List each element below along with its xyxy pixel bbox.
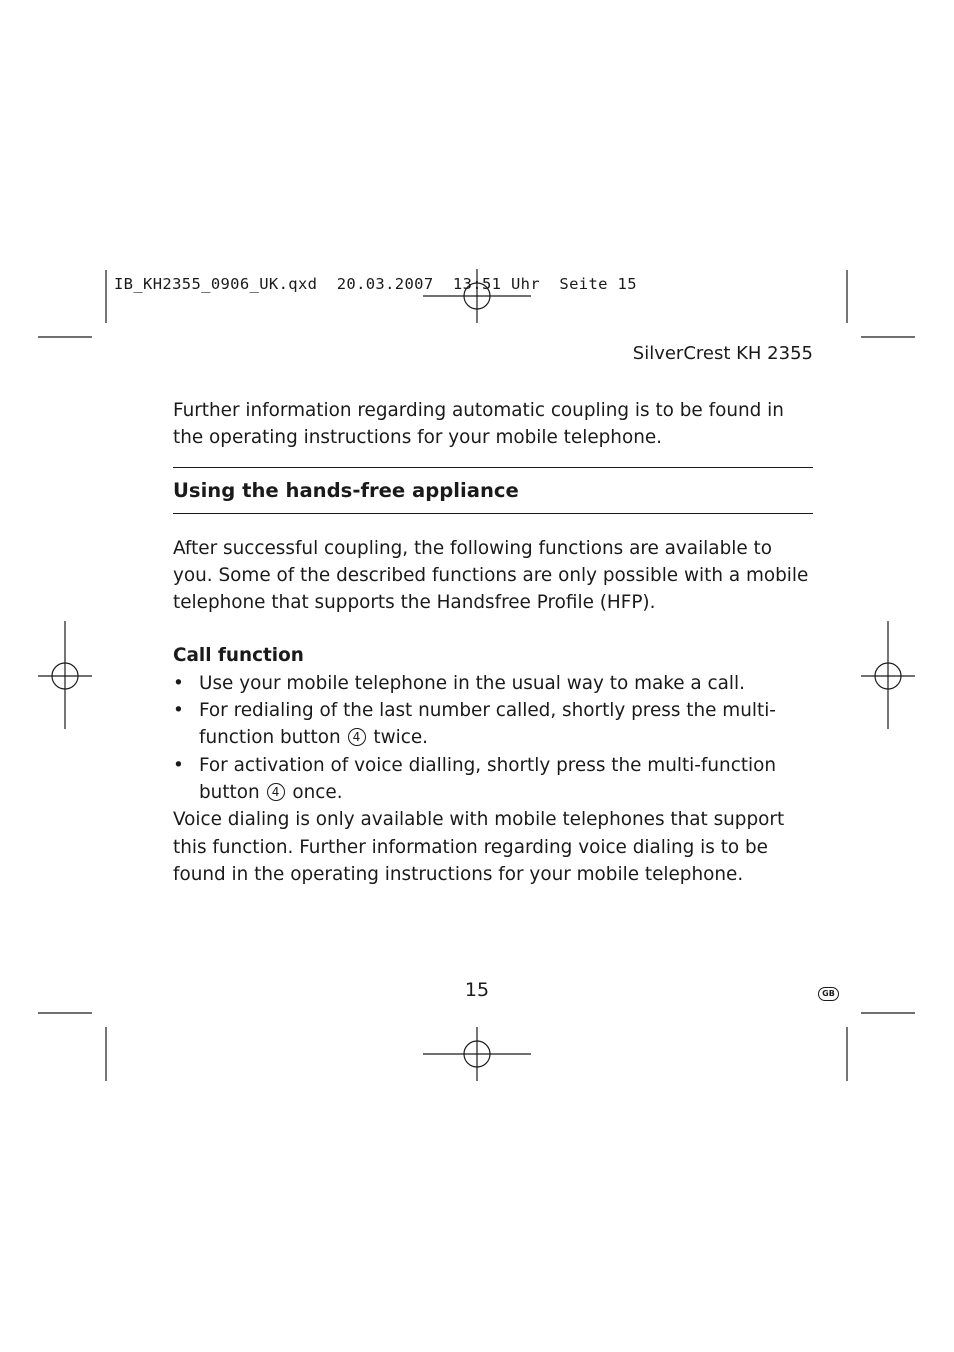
button-4-symbol: 4	[348, 728, 366, 746]
intro-paragraph: Further information regarding automatic coupling is to be found in the operating instructions for your mobile telephone.	[173, 400, 784, 449]
list-item-text: For activation of voice dialling, shortly press the multi-function button	[199, 754, 777, 803]
registration-mark-left	[38, 621, 92, 729]
page-content	[173, 397, 813, 888]
bullet-dot: •	[173, 754, 184, 776]
slug-filename: IB_KH2355_0906_UK.qxd	[114, 275, 318, 293]
registration-mark-right	[861, 621, 915, 729]
section-rule-bottom	[173, 513, 813, 514]
language-badge: GB	[818, 987, 839, 1001]
page-number: 15	[464, 979, 490, 1001]
bullet-dot: •	[173, 672, 184, 694]
slug-date: 20.03.2007	[336, 275, 434, 293]
list-item-text-end: twice.	[373, 727, 428, 749]
section-heading: Using the hands-free appliance	[173, 478, 519, 502]
registration-mark-bottom	[423, 1027, 531, 1081]
closing-paragraph: Voice dialing is only available with mobile telephones that support this function. Further information regarding voice dialing is to be found in the operating instructions for your mobile telephone.	[173, 809, 785, 885]
slug-page: Seite 15	[559, 275, 637, 293]
list-item-text: For redialing of the last number called, shortly press the multi-function button	[199, 700, 776, 749]
section-rule-top	[173, 467, 813, 468]
section-paragraph: After successful coupling, the following functions are available to you. Some of the described functions are only possible with a mobile telephone that supports the Handsfree Profile (HFP).	[173, 537, 809, 614]
list-item-text: Use your mobile telephone in the usual way to make a call.	[199, 672, 745, 694]
running-head: SilverCrest KH 2355	[632, 343, 813, 364]
list-item	[173, 670, 813, 697]
call-function-list	[173, 670, 813, 806]
list-item-text-end: once.	[292, 781, 343, 803]
button-4-symbol: 4	[267, 783, 285, 801]
print-slug-line	[114, 275, 637, 293]
subheading-call-function: Call function	[173, 645, 304, 667]
bullet-dot: •	[173, 700, 184, 722]
list-item	[173, 752, 813, 807]
slug-time: 13:51 Uhr	[452, 275, 541, 293]
list-item	[173, 697, 813, 752]
